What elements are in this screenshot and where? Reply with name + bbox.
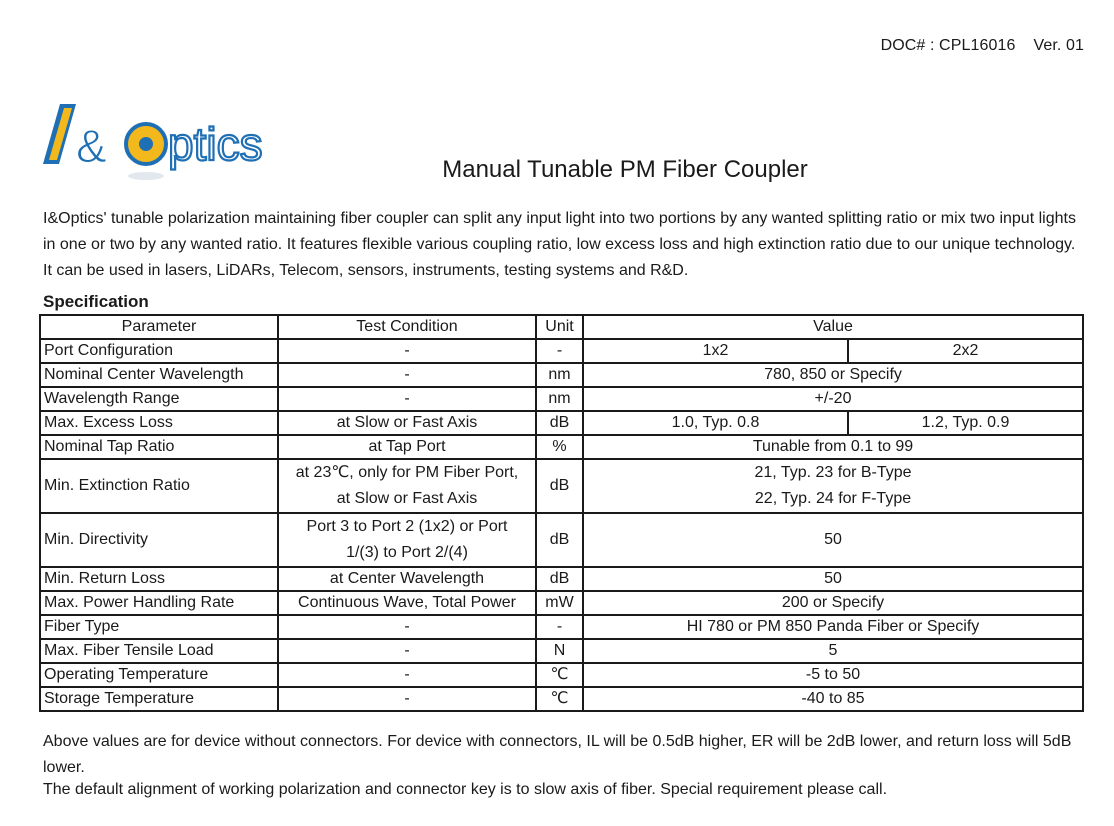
row-condition: -: [278, 639, 536, 663]
row-unit: N: [536, 639, 583, 663]
table-row: [40, 387, 1083, 411]
table-row: [40, 567, 1083, 591]
row-unit: ℃: [536, 663, 583, 687]
column-header-value: Value: [583, 315, 1083, 339]
note-connectors: Above values are for device without connectors. For device with connectors, IL will be 0.5dB higher, ER will be 2dB lower, and return loss will 5dB lower.: [43, 733, 1072, 776]
row-unit: nm: [536, 363, 583, 387]
intro-paragraph: I&Optics' tunable polarization maintaining fiber coupler can split any input light into two portions by any wanted splitting ratio or mix two input lights in one or two by any wanted ratio. It features flexible various coupling ratio, low excess loss and high extinction ratio due to our unique technology. It can be used in lasers, LiDARs, Telecom, sensors, instruments, testing systems and R&D.: [43, 210, 1076, 279]
table-row: [40, 339, 1083, 363]
row-parameter: Max. Power Handling Rate: [40, 591, 278, 615]
row-parameter: Nominal Tap Ratio: [40, 435, 278, 459]
doc-number: DOC# : CPL16016: [880, 37, 1016, 54]
row-value: 50: [583, 567, 1083, 591]
row-condition: -: [278, 663, 536, 687]
row-parameter: Nominal Center Wavelength: [40, 363, 278, 387]
row-value-1x2: 1x2: [583, 339, 848, 363]
row-condition-line: at 23℃, only for PM Fiber Port,: [295, 464, 519, 481]
logo-o-dot: [139, 137, 153, 151]
row-unit: mW: [536, 591, 583, 615]
logo-ampersand: &: [76, 120, 107, 172]
row-value: [583, 459, 1083, 513]
row-value-line: 22, Typ. 24 for F-Type: [754, 490, 912, 507]
table-row: [40, 687, 1083, 711]
table-row: [40, 435, 1083, 459]
row-value: -5 to 50: [583, 663, 1083, 687]
row-value: +/-20: [583, 387, 1083, 411]
row-parameter: Min. Directivity: [40, 513, 278, 567]
row-unit: -: [536, 339, 583, 363]
row-condition: at Center Wavelength: [278, 567, 536, 591]
row-parameter: Min. Extinction Ratio: [40, 459, 278, 513]
row-unit: nm: [536, 387, 583, 411]
row-parameter: Storage Temperature: [40, 687, 278, 711]
row-parameter: Port Configuration: [40, 339, 278, 363]
doc-number-header: [881, 37, 1084, 55]
column-header-parameter: Parameter: [40, 315, 278, 339]
row-value: HI 780 or PM 850 Panda Fiber or Specify: [583, 615, 1083, 639]
table-row: [40, 639, 1083, 663]
row-condition: -: [278, 363, 536, 387]
row-unit: ℃: [536, 687, 583, 711]
row-unit: dB: [536, 459, 583, 513]
row-condition-line: 1/(3) to Port 2/(4): [346, 544, 468, 561]
row-parameter: Min. Return Loss: [40, 567, 278, 591]
row-parameter: Max. Excess Loss: [40, 411, 278, 435]
table-row: [40, 615, 1083, 639]
row-value: 200 or Specify: [583, 591, 1083, 615]
row-value-2x2: 1.2, Typ. 0.9: [848, 411, 1083, 435]
doc-version: Ver. 01: [1033, 37, 1084, 54]
note-polarization: The default alignment of working polarization and connector key is to slow axis of fiber. Special requirement please call.: [43, 781, 888, 798]
row-condition-line: at Slow or Fast Axis: [336, 490, 478, 507]
row-condition: -: [278, 615, 536, 639]
row-unit: dB: [536, 411, 583, 435]
row-condition: -: [278, 339, 536, 363]
table-row: [40, 663, 1083, 687]
table-row: [40, 363, 1083, 387]
row-value-2x2: 2x2: [848, 339, 1083, 363]
row-value: Tunable from 0.1 to 99: [583, 435, 1083, 459]
row-value: 780, 850 or Specify: [583, 363, 1083, 387]
table-row: [40, 411, 1083, 435]
row-condition: at Slow or Fast Axis: [278, 411, 536, 435]
row-unit: dB: [536, 567, 583, 591]
table-row: [40, 591, 1083, 615]
row-unit: -: [536, 615, 583, 639]
row-parameter: Operating Temperature: [40, 663, 278, 687]
row-parameter: Wavelength Range: [40, 387, 278, 411]
logo-ptics: ptics: [168, 118, 263, 170]
row-condition-line: Port 3 to Port 2 (1x2) or Port: [306, 518, 508, 535]
spec-table: [39, 314, 1084, 712]
table-header-row: [40, 315, 1083, 339]
row-condition: Continuous Wave, Total Power: [278, 591, 536, 615]
table-row: [40, 513, 1083, 567]
row-condition: at Tap Port: [278, 435, 536, 459]
row-unit: dB: [536, 513, 583, 567]
page-title: Manual Tunable PM Fiber Coupler: [442, 156, 808, 183]
row-condition: [278, 459, 536, 513]
column-header-test-condition: Test Condition: [278, 315, 536, 339]
row-condition: -: [278, 387, 536, 411]
table-row: [40, 459, 1083, 513]
row-value: 5: [583, 639, 1083, 663]
row-parameter: Max. Fiber Tensile Load: [40, 639, 278, 663]
row-condition: -: [278, 687, 536, 711]
row-unit: %: [536, 435, 583, 459]
row-value: 50: [583, 513, 1083, 567]
spec-heading: Specification: [43, 292, 149, 311]
column-header-unit: Unit: [536, 315, 583, 339]
row-value: -40 to 85: [583, 687, 1083, 711]
row-condition: [278, 513, 536, 567]
row-parameter: Fiber Type: [40, 615, 278, 639]
row-value-1x2: 1.0, Typ. 0.8: [583, 411, 848, 435]
row-value-line: 21, Typ. 23 for B-Type: [754, 464, 912, 481]
